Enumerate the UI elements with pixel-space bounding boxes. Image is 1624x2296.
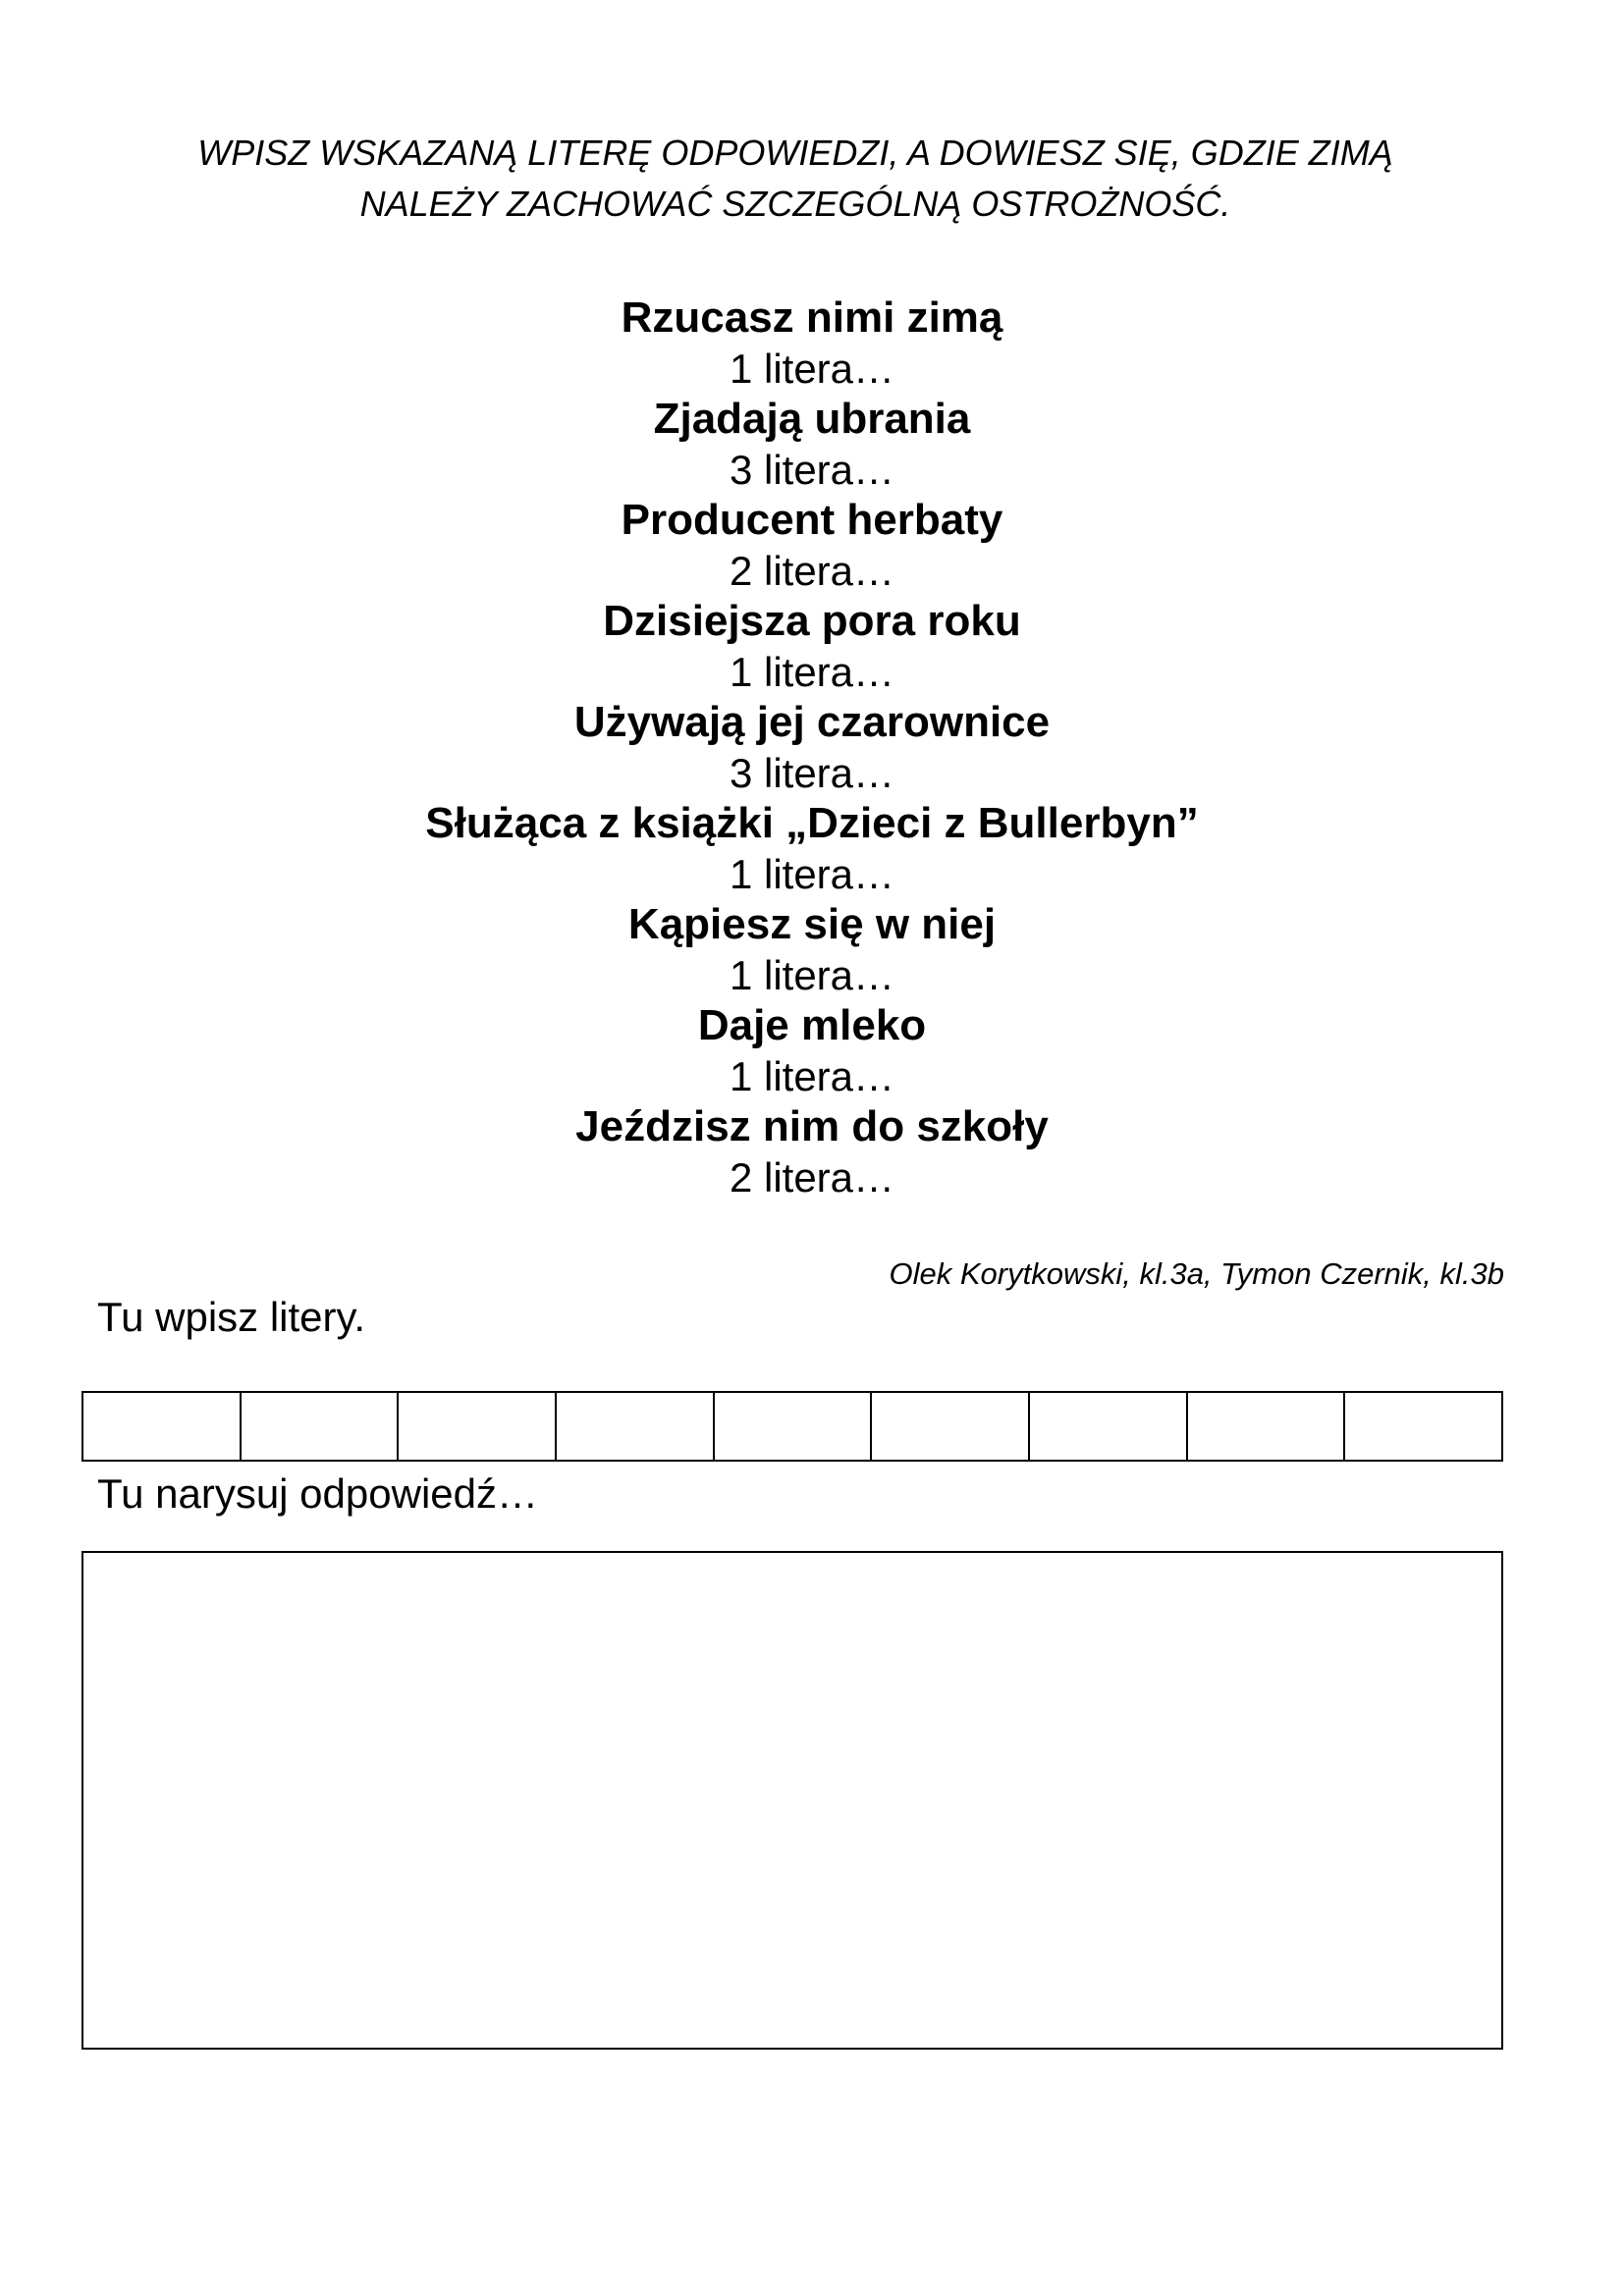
clue-item bbox=[223, 495, 1401, 596]
letter-cell[interactable] bbox=[1188, 1393, 1346, 1460]
letter-answer-row bbox=[81, 1391, 1503, 1462]
letter-cell[interactable] bbox=[83, 1393, 242, 1460]
drawing-area[interactable] bbox=[81, 1551, 1503, 2050]
letter-cell[interactable] bbox=[399, 1393, 557, 1460]
instruction-line-2: NALEŻY ZACHOWAĆ SZCZEGÓLNĄ OSTROŻNOŚĆ. bbox=[359, 184, 1231, 224]
clue-hint: 2 litera… bbox=[729, 1154, 895, 1201]
clue-list bbox=[223, 293, 1401, 1202]
clue-hint: 3 litera… bbox=[729, 750, 895, 796]
letter-cell[interactable] bbox=[1030, 1393, 1188, 1460]
clue-question: Używają jej czarownice bbox=[573, 698, 1051, 746]
clue-question: Dzisiejsza pora roku bbox=[603, 597, 1021, 645]
clue-hint: 1 litera… bbox=[729, 1053, 895, 1099]
clue-item bbox=[223, 1000, 1401, 1101]
clue-hint: 2 litera… bbox=[729, 548, 895, 594]
instruction-line-1: WPISZ WSKAZANĄ LITERĘ ODPOWIEDZI, A DOWIESZ SIĘ, GDZIE ZIMĄ bbox=[197, 133, 1393, 173]
clue-question: Służąca z książki „Dzieci z Bullerbyn” bbox=[425, 799, 1199, 847]
instruction-text bbox=[98, 128, 1492, 230]
letter-cell[interactable] bbox=[242, 1393, 400, 1460]
draw-label: Tu narysuj odpowiedź… bbox=[97, 1470, 538, 1517]
clue-item bbox=[223, 596, 1401, 697]
clue-hint: 1 litera… bbox=[729, 346, 895, 392]
letters-label: Tu wpisz litery. bbox=[97, 1294, 366, 1340]
letter-cell[interactable] bbox=[872, 1393, 1030, 1460]
clue-item bbox=[223, 293, 1401, 394]
clue-item bbox=[223, 798, 1401, 899]
clue-question: Jeździsz nim do szkoły bbox=[575, 1102, 1049, 1150]
clue-question: Rzucasz nimi zimą bbox=[621, 294, 1003, 342]
clue-item bbox=[223, 1101, 1401, 1202]
letter-cell[interactable] bbox=[715, 1393, 873, 1460]
clue-item bbox=[223, 394, 1401, 495]
letter-cell[interactable] bbox=[1345, 1393, 1501, 1460]
clue-hint: 1 litera… bbox=[729, 952, 895, 998]
clue-hint: 3 litera… bbox=[729, 447, 895, 493]
clue-question: Zjadają ubrania bbox=[653, 395, 971, 443]
authors-credit: Olek Korytkowski, kl.3a, Tymon Czernik, kl.3b bbox=[889, 1256, 1504, 1291]
clue-question: Producent herbaty bbox=[621, 496, 1003, 544]
clue-question: Daje mleko bbox=[697, 1001, 927, 1049]
clue-item bbox=[223, 697, 1401, 798]
clue-hint: 1 litera… bbox=[729, 851, 895, 897]
letter-cell[interactable] bbox=[557, 1393, 715, 1460]
clue-item bbox=[223, 899, 1401, 1000]
clue-question: Kąpiesz się w niej bbox=[627, 900, 997, 948]
clue-hint: 1 litera… bbox=[729, 649, 895, 695]
